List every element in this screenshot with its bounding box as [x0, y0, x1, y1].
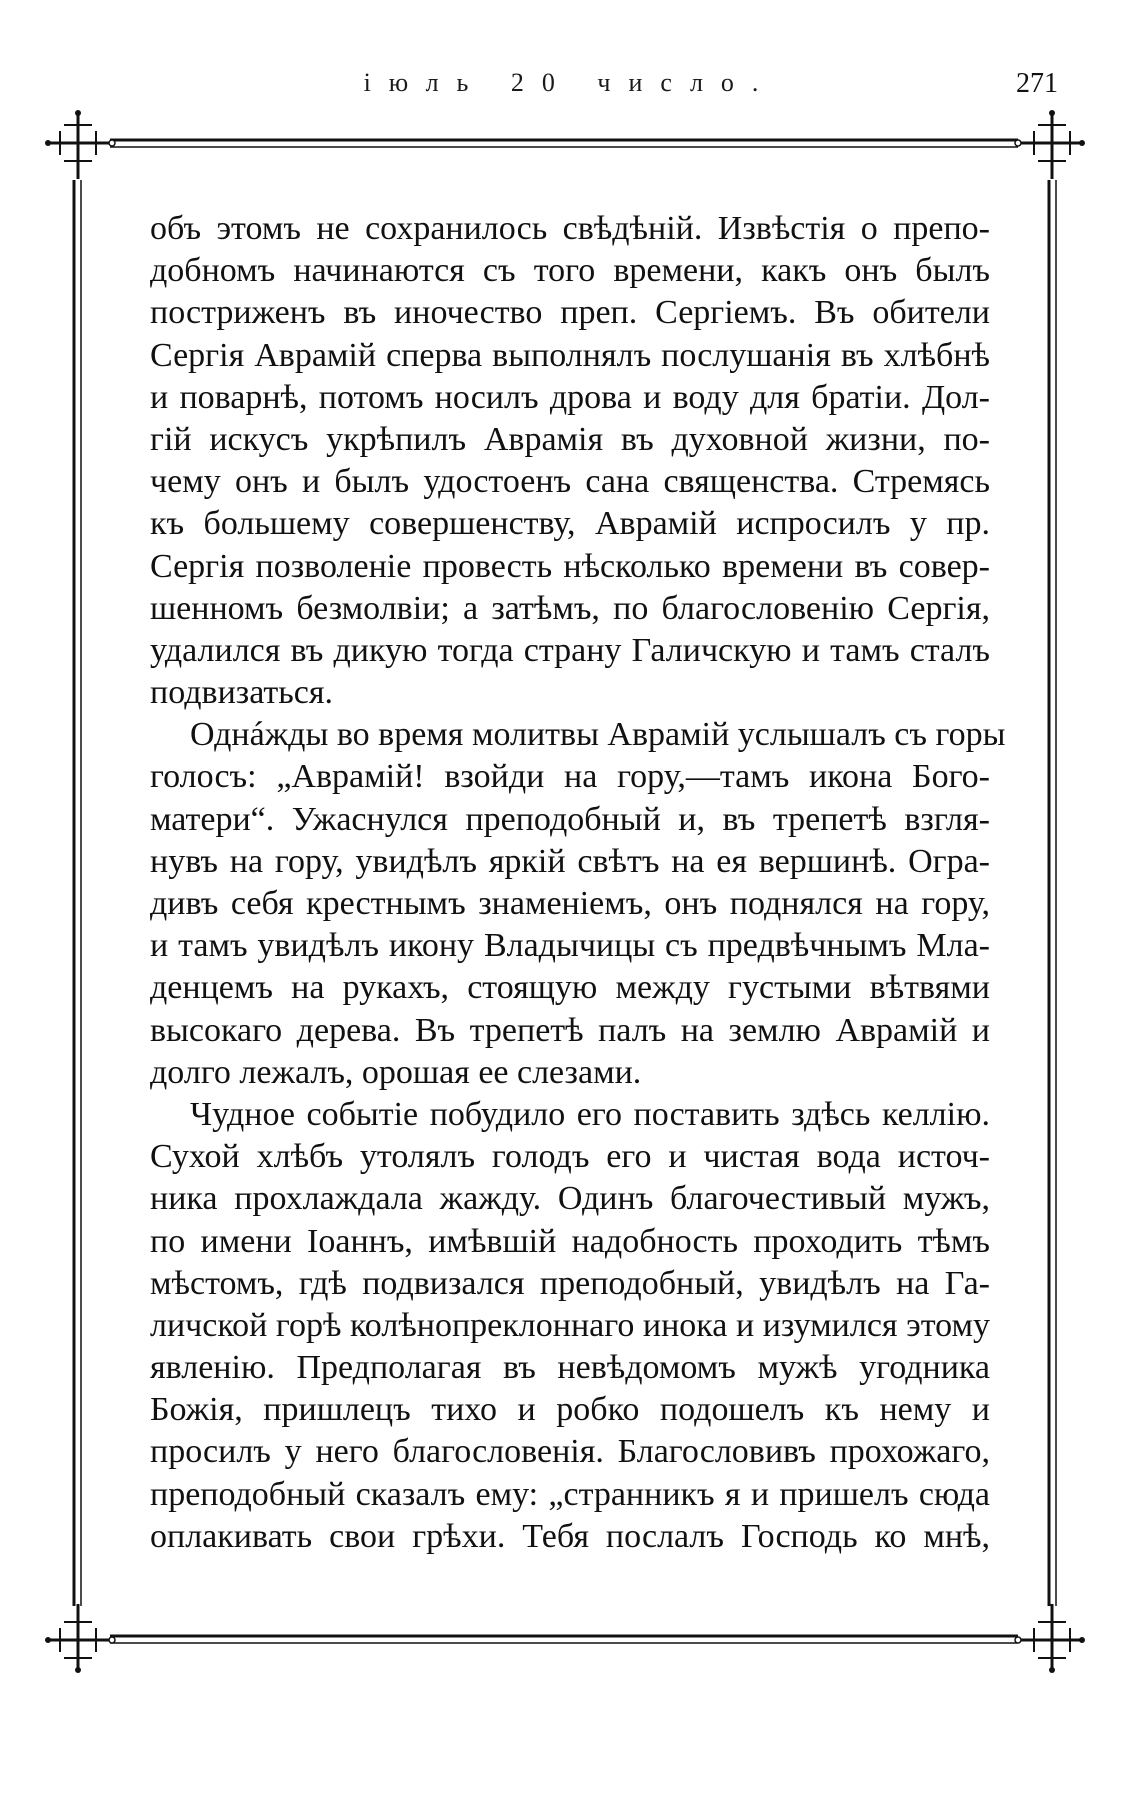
corner-ornament-top-right-icon [1015, 110, 1085, 179]
text-line: личской горѣ колѣнопреклоннаго инока и изумился этому [150, 1306, 990, 1344]
text-line: явленію. Предполагая въ невѣдомомъ мужѣ угодника [150, 1349, 990, 1387]
text-line: Сухой хлѣбъ утолялъ голодъ его и чистая вода источ- [150, 1138, 990, 1176]
text-line: шенномъ безмолвіи; а затѣмъ, по благословенію Сергія, [150, 589, 990, 627]
text-line: мѣстомъ, гдѣ подвизался преподобный, увидѣлъ на Га- [150, 1264, 990, 1302]
text-line: Чудное событіе побудило его поставить здѣсь келлію. [190, 1095, 990, 1133]
text-line: ника прохлаждала жажду. Одинъ благочестивый мужъ, [150, 1180, 990, 1218]
text-line: Божія, пришлецъ тихо и робко подошелъ къ нему и [150, 1391, 990, 1429]
corner-ornament-bottom-left-icon [45, 1604, 115, 1673]
text-line: подвизаться. [150, 674, 333, 712]
text-line: по имени Іоаннъ, имѣвшій надобность проходить тѣмъ [150, 1222, 990, 1260]
text-line: постриженъ въ иночество преп. Сергіемъ. Въ обители [150, 294, 990, 332]
text-line: Сергія позволеніе провесть нѣсколько времени въ совер- [150, 547, 990, 585]
text-line: матери“. Ужаснулся преподобный и, въ трепетѣ взгля- [150, 800, 990, 838]
text-line: нувъ на гору, увидѣлъ яркій свѣтъ на ея вершинѣ. Огра- [150, 842, 990, 880]
text-line: Сергія Аврамій сперва выполнялъ послушанія въ хлѣбнѣ [150, 336, 990, 374]
page-number: 271 [1016, 68, 1058, 99]
corner-ornament-bottom-right-icon [1015, 1604, 1085, 1673]
text-line: объ этомъ не сохранилось свѣдѣній. Извѣстія о препо- [150, 210, 990, 247]
text-line: добномъ начинаются съ того времени, какъ онъ былъ [150, 252, 990, 290]
text-line: и поварнѣ, потомъ носилъ дрова и воду для братіи. Дол- [150, 378, 990, 416]
text-line: къ большему совершенству, Аврамій испросилъ у пр. [150, 505, 990, 543]
text-line: гій искусъ укрѣпилъ Аврамія въ духовной жизни, по- [150, 420, 990, 458]
text-line: голосъ: „Аврамій! взойди на гору,—тамъ икона Бого- [150, 758, 990, 796]
text-line: долго лежалъ, орошая ее слезами. [150, 1053, 642, 1091]
text-line: дивъ себя крестнымъ знаменіемъ, онъ поднялся на гору, [150, 885, 990, 922]
running-head [0, 68, 1140, 108]
text-line: денцемъ на рукахъ, стоящую между густыми вѣтвями [150, 969, 990, 1007]
body-text [150, 208, 1006, 1558]
text-line: Однáжды во время молитвы Аврамій услышалъ съ горы [190, 716, 1006, 754]
text-line: и тамъ увидѣлъ икону Владычицы съ предвѣчнымъ Мла- [150, 927, 990, 965]
text-line: чему онъ и былъ удостоенъ сана священства. Стремясь [150, 463, 990, 501]
text-line: удалился въ дикую тогда страну Галичскую и тамъ сталъ [150, 631, 990, 669]
corner-ornament-top-left-icon [45, 110, 115, 179]
running-head-title: іюль 20 число. [363, 68, 777, 97]
text-line: оплакивать свои грѣхи. Тебя послалъ Господь ко мнѣ, [150, 1517, 990, 1555]
text-line: преподобный сказалъ ему: „странникъ я и пришелъ сюда [150, 1475, 990, 1513]
text-line: просилъ у него благословенія. Благословивъ прохожаго, [150, 1433, 990, 1471]
text-line: высокаго дерева. Въ трепетѣ палъ на землю Аврамій и [150, 1011, 990, 1049]
